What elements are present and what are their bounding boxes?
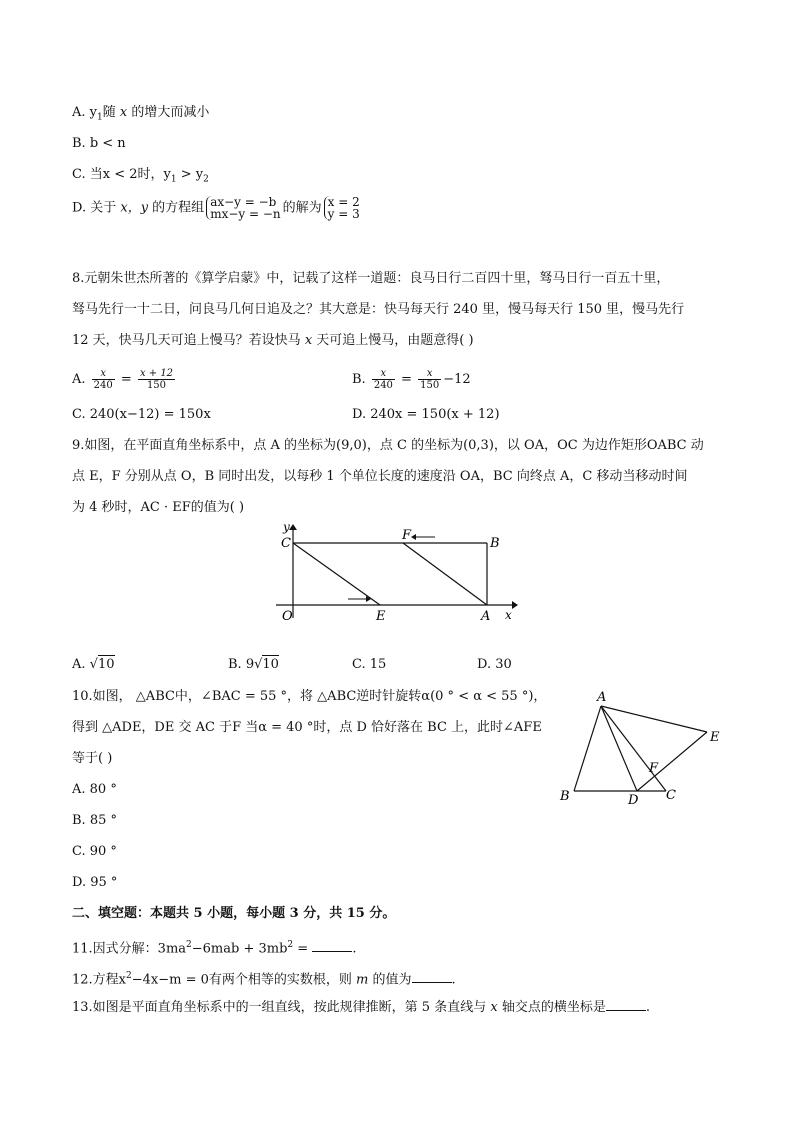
q11-sup2: 2 — [287, 940, 294, 950]
q10-label-b: B — [560, 789, 570, 804]
q10-side-ac — [601, 706, 666, 791]
q8-option-c[interactable]: C. 240(x−12) = 150x — [72, 407, 211, 422]
q8-b-n1: x — [372, 368, 395, 380]
q9-option-d[interactable]: D. 30 — [477, 657, 512, 672]
q9-label-b: B — [490, 536, 500, 551]
q12-answer-blank[interactable] — [412, 970, 452, 983]
q7-a-var: x — [119, 105, 128, 120]
q11-pre: 11.因式分解：3ma — [72, 941, 187, 957]
q13 — [72, 998, 650, 1017]
q12-sup: 2 — [126, 971, 132, 981]
q9-label-f: F — [402, 528, 412, 543]
q8-line3 — [72, 332, 474, 350]
q7-option-d[interactable] — [72, 196, 362, 220]
q10-triangle-figure — [550, 686, 730, 810]
q10-line2: 得到 △ADE，DE 交 AC 于F 当α = 40 °时，点 D 恰好落在 BC 上，此时∠AFE — [72, 720, 542, 735]
q9-arrow-f-head — [411, 534, 416, 540]
q10-side-ae — [601, 706, 707, 732]
q9-line1: 9.如图，在平面直角坐标系中，点 A 的坐标为(9,0)，点 C 的坐标为(0,3)，以 OA，OC 为边作矩形OABC 动 — [72, 438, 704, 453]
q8-b-d1: 240 — [373, 380, 393, 391]
q8-b-frac2 — [418, 368, 441, 391]
q8-line1: 8.元朝朱世杰所著的《算学启蒙》中，记载了这样一道题：良马日行二百四十里，驽马日行一百五十里， — [72, 271, 670, 286]
q7-d-mid: 的方程组 — [148, 200, 205, 216]
q13-post: 轴交点的横坐标是 — [497, 1000, 606, 1015]
q10-side-ab — [574, 706, 601, 791]
q12 — [72, 967, 456, 989]
q7-c-sub2: 2 — [203, 174, 209, 185]
q10-option-c[interactable]: C. 90 ° — [72, 844, 117, 859]
q13-pre: 13.如图是平面直角坐标系中的一组直线，按此规律推断，第 5 条直线与 — [72, 1000, 491, 1015]
q9-segment-ce — [293, 543, 380, 605]
q11-end: . — [352, 941, 357, 957]
q8-line3a: 12 天，快马几天可追上慢马？若设快马 — [72, 333, 305, 348]
q9-label-x: x — [505, 608, 512, 622]
q9-b-label: B. 9 — [228, 657, 255, 672]
q8-a-frac2 — [138, 368, 175, 391]
q8-a-n1: x — [92, 368, 115, 380]
q7-a-text: A. y — [72, 105, 97, 120]
q9-y-axis-arrow — [289, 524, 297, 530]
q7-option-a[interactable] — [72, 104, 209, 127]
q10-label-d: D — [628, 793, 639, 808]
q7-d-eq2: mx−y = −n — [210, 207, 281, 221]
q8-b-post: −12 — [443, 372, 471, 387]
q7-c-mid: > y — [176, 167, 204, 182]
q11-post: = — [293, 941, 313, 957]
q10-line3: 等于( ) — [72, 751, 113, 766]
q10-label-c: C — [666, 788, 676, 803]
q8-line2: 驽马先行一十二日，问良马几何日追及之？其大意是：快马每天行 240 里，慢马每天行 150 里，慢马先行 — [72, 302, 685, 317]
q7-a-post: 的增大而减小 — [127, 105, 210, 120]
q9-line3: 为 4 秒时，AC · EF的值为( ) — [72, 500, 245, 515]
q11-sup1: 2 — [186, 940, 192, 950]
q8-a-label: A. — [72, 372, 86, 387]
q9-label-o: O — [282, 609, 293, 624]
q10-line1: 10.如图， △ABC中，∠BAC = 55 °，将 △ABC逆时针旋转α(0 ° < α < 55 °)， — [72, 689, 547, 704]
q11-answer-blank[interactable] — [312, 939, 352, 952]
q8-b-label: B. — [352, 372, 366, 387]
q9-label-c: C — [281, 536, 291, 551]
q10-label-e: E — [710, 730, 720, 745]
q8-a-d2: 150 — [146, 380, 167, 391]
q9-rectangle-figure — [270, 518, 520, 628]
q9-a-radicand: 10 — [97, 657, 115, 672]
q12-end: . — [451, 972, 456, 988]
q8-option-d[interactable]: D. 240x = 150(x + 12) — [352, 407, 500, 422]
q7-c-text: C. 当x < 2时，y — [72, 167, 171, 182]
q8-a-frac1 — [92, 368, 115, 391]
q9-option-b[interactable]: B. 9√10 — [228, 657, 279, 672]
q7-d-eq1: ax−y = −b — [210, 195, 277, 209]
q7-d-sol1: x = 2 — [327, 195, 360, 209]
q8-line3b: 天可追上慢马，由题意得( ) — [312, 333, 474, 348]
q10-label-f: F — [649, 761, 659, 776]
q8-b-frac1 — [372, 368, 395, 391]
q7-a-sub: 1 — [97, 112, 103, 123]
q9-label-a: A — [481, 609, 491, 624]
q10-option-b[interactable]: B. 85 ° — [72, 813, 117, 828]
q8-option-b[interactable] — [352, 368, 471, 391]
q8-a-d1: 240 — [93, 380, 113, 391]
q9-line2: 点 E，F 分别从点 O，B 同时出发，以每秒 1 个单位长度的速度沿 OA，BC 向终点 A，C 移动当移动时间 — [72, 469, 688, 484]
q13-end: . — [645, 1000, 650, 1015]
q12-mid: −4x−m = 0有两个相等的实数根，则 — [131, 972, 357, 988]
q8-option-a[interactable] — [72, 368, 177, 391]
q7-d-vars: x，y — [120, 200, 149, 216]
q9-b-radicand: 10 — [262, 657, 279, 672]
q8-a-eq: = — [116, 372, 136, 387]
q9-segment-fa — [403, 543, 487, 605]
q13-var: x — [490, 1000, 498, 1015]
q9-option-c[interactable]: C. 15 — [352, 657, 387, 672]
q9-label-e: E — [376, 609, 386, 624]
q9-option-a[interactable]: A. √10 — [72, 657, 115, 672]
q10-option-d[interactable]: D. 95 ° — [72, 875, 118, 890]
q10-label-a: A — [597, 690, 607, 705]
q12-var: m — [356, 972, 369, 988]
q7-b-text: B. b < n — [72, 136, 126, 151]
q7-d-sol2: y = 3 — [327, 207, 360, 221]
q10-side-ad — [601, 706, 637, 791]
q13-answer-blank[interactable] — [606, 998, 646, 1011]
q7-c-sub1: 1 — [170, 174, 177, 185]
q7-d-pre: D. 关于 — [72, 200, 121, 216]
q8-a-n2: x + 12 — [139, 368, 174, 379]
q7-a-mid: 随 — [102, 105, 120, 120]
q7-d-post: 的解为 — [282, 200, 322, 216]
q12-post: 的值为 — [368, 972, 412, 988]
q9-a-label: A. — [72, 657, 86, 672]
q11-mid: −6mab + 3mb — [191, 941, 288, 957]
q11 — [72, 936, 356, 958]
q9-label-y: y — [283, 520, 290, 534]
q7-d-equation-system — [206, 196, 280, 220]
q8-b-d2: 150 — [420, 380, 440, 391]
q8-b-n2: x — [418, 368, 441, 380]
section-2-heading: 二、填空题：本题共 5 小题，每小题 3 分，共 15 分。 — [72, 906, 396, 921]
q12-pre: 12.方程x — [72, 972, 127, 988]
q9-x-axis-arrow — [512, 601, 518, 609]
q7-option-c[interactable] — [72, 166, 209, 189]
q7-option-b[interactable] — [72, 135, 126, 153]
q8-line3-var: x — [304, 333, 313, 348]
q8-b-eq: = — [396, 372, 417, 387]
q10-option-a[interactable]: A. 80 ° — [72, 782, 117, 797]
q10-side-de — [637, 732, 707, 791]
q7-d-solution-system — [324, 196, 360, 220]
